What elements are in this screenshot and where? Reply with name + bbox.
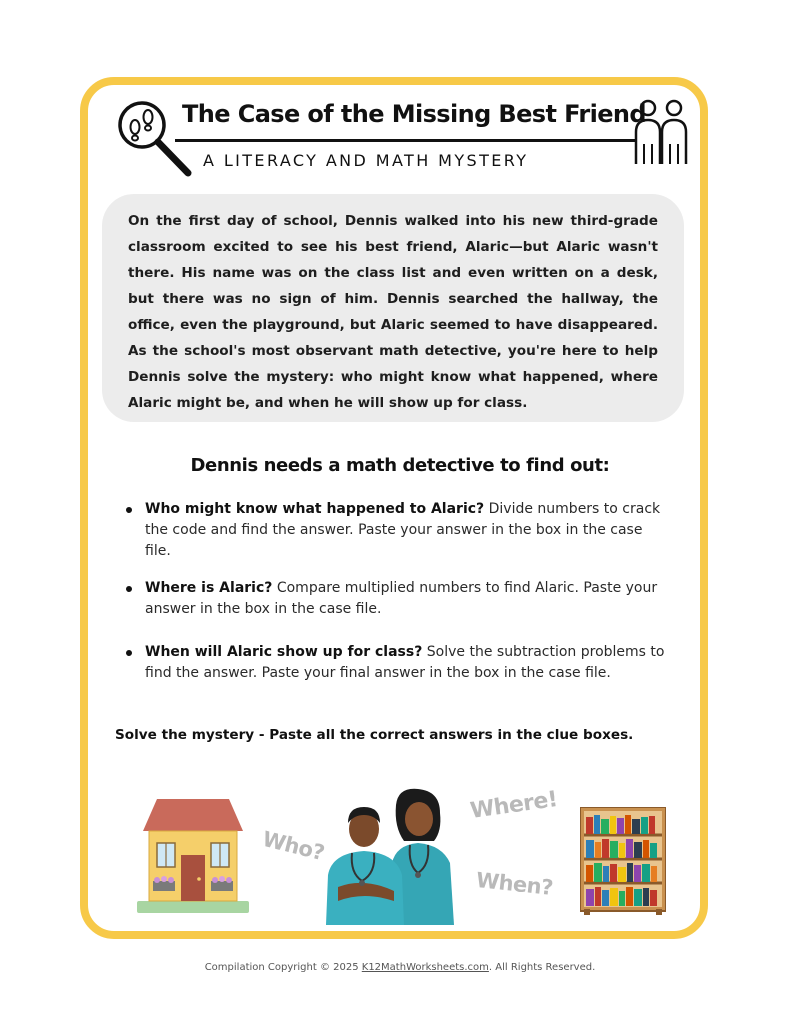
who-word: Who?	[260, 826, 327, 866]
story-text: On the first day of school, Dennis walked into his new third-grade classroom excited to see his best friend, Alaric—but Alaric wasn't there. His name was on the class list and even written on a desk, but there was no sign of him. Dennis searched the hallway, the office, even the playground, but Alaric seemed to have disappeared. As the school's most observant math detective, you're here to help Dennis solve the mystery: who might know what happened, where Alaric might be, and when he will show up for class.	[128, 213, 658, 411]
task-instruction: Compare multiplied numbers to find Alaric. Paste your answer in the box in the case file.	[145, 580, 658, 617]
list-item	[126, 642, 666, 684]
footer-rights: . All Rights Reserved.	[488, 962, 596, 973]
task-instruction: Solve the subtraction problems to find the answer. Paste your final answer in the box in the case file.	[145, 644, 665, 681]
closing-instruction: Solve the mystery - Paste all the correct answers in the clue boxes.	[115, 727, 634, 743]
bookshelf-illustration	[580, 807, 666, 915]
two-friends-icon	[630, 98, 692, 170]
footer-copyright: Compilation Copyright © 2025	[204, 962, 362, 973]
task-instruction: Divide numbers to crack the code and find the answer. Paste your answer in the box in the case file.	[145, 501, 661, 559]
task-question: When will Alaric show up for class?	[145, 644, 423, 660]
page-subtitle: A LITERACY AND MATH MYSTERY	[203, 151, 529, 170]
list-item	[126, 499, 666, 562]
page-title: The Case of the Missing Best Friend	[182, 100, 646, 128]
story-box	[102, 194, 684, 422]
detectives-illustration	[318, 787, 472, 925]
header-divider	[175, 139, 635, 142]
list-item	[126, 578, 666, 620]
task-question: Who might know what happened to Alaric?	[145, 501, 485, 517]
where-word: Where!	[468, 787, 559, 824]
house-illustration	[137, 797, 249, 913]
when-word: When?	[474, 868, 555, 900]
task-heading: Dennis needs a math detective to find out:	[190, 455, 610, 476]
footer	[0, 962, 800, 973]
task-question: Where is Alaric?	[145, 580, 273, 596]
footer-link[interactable]: K12MathWorksheets.com	[361, 962, 489, 973]
